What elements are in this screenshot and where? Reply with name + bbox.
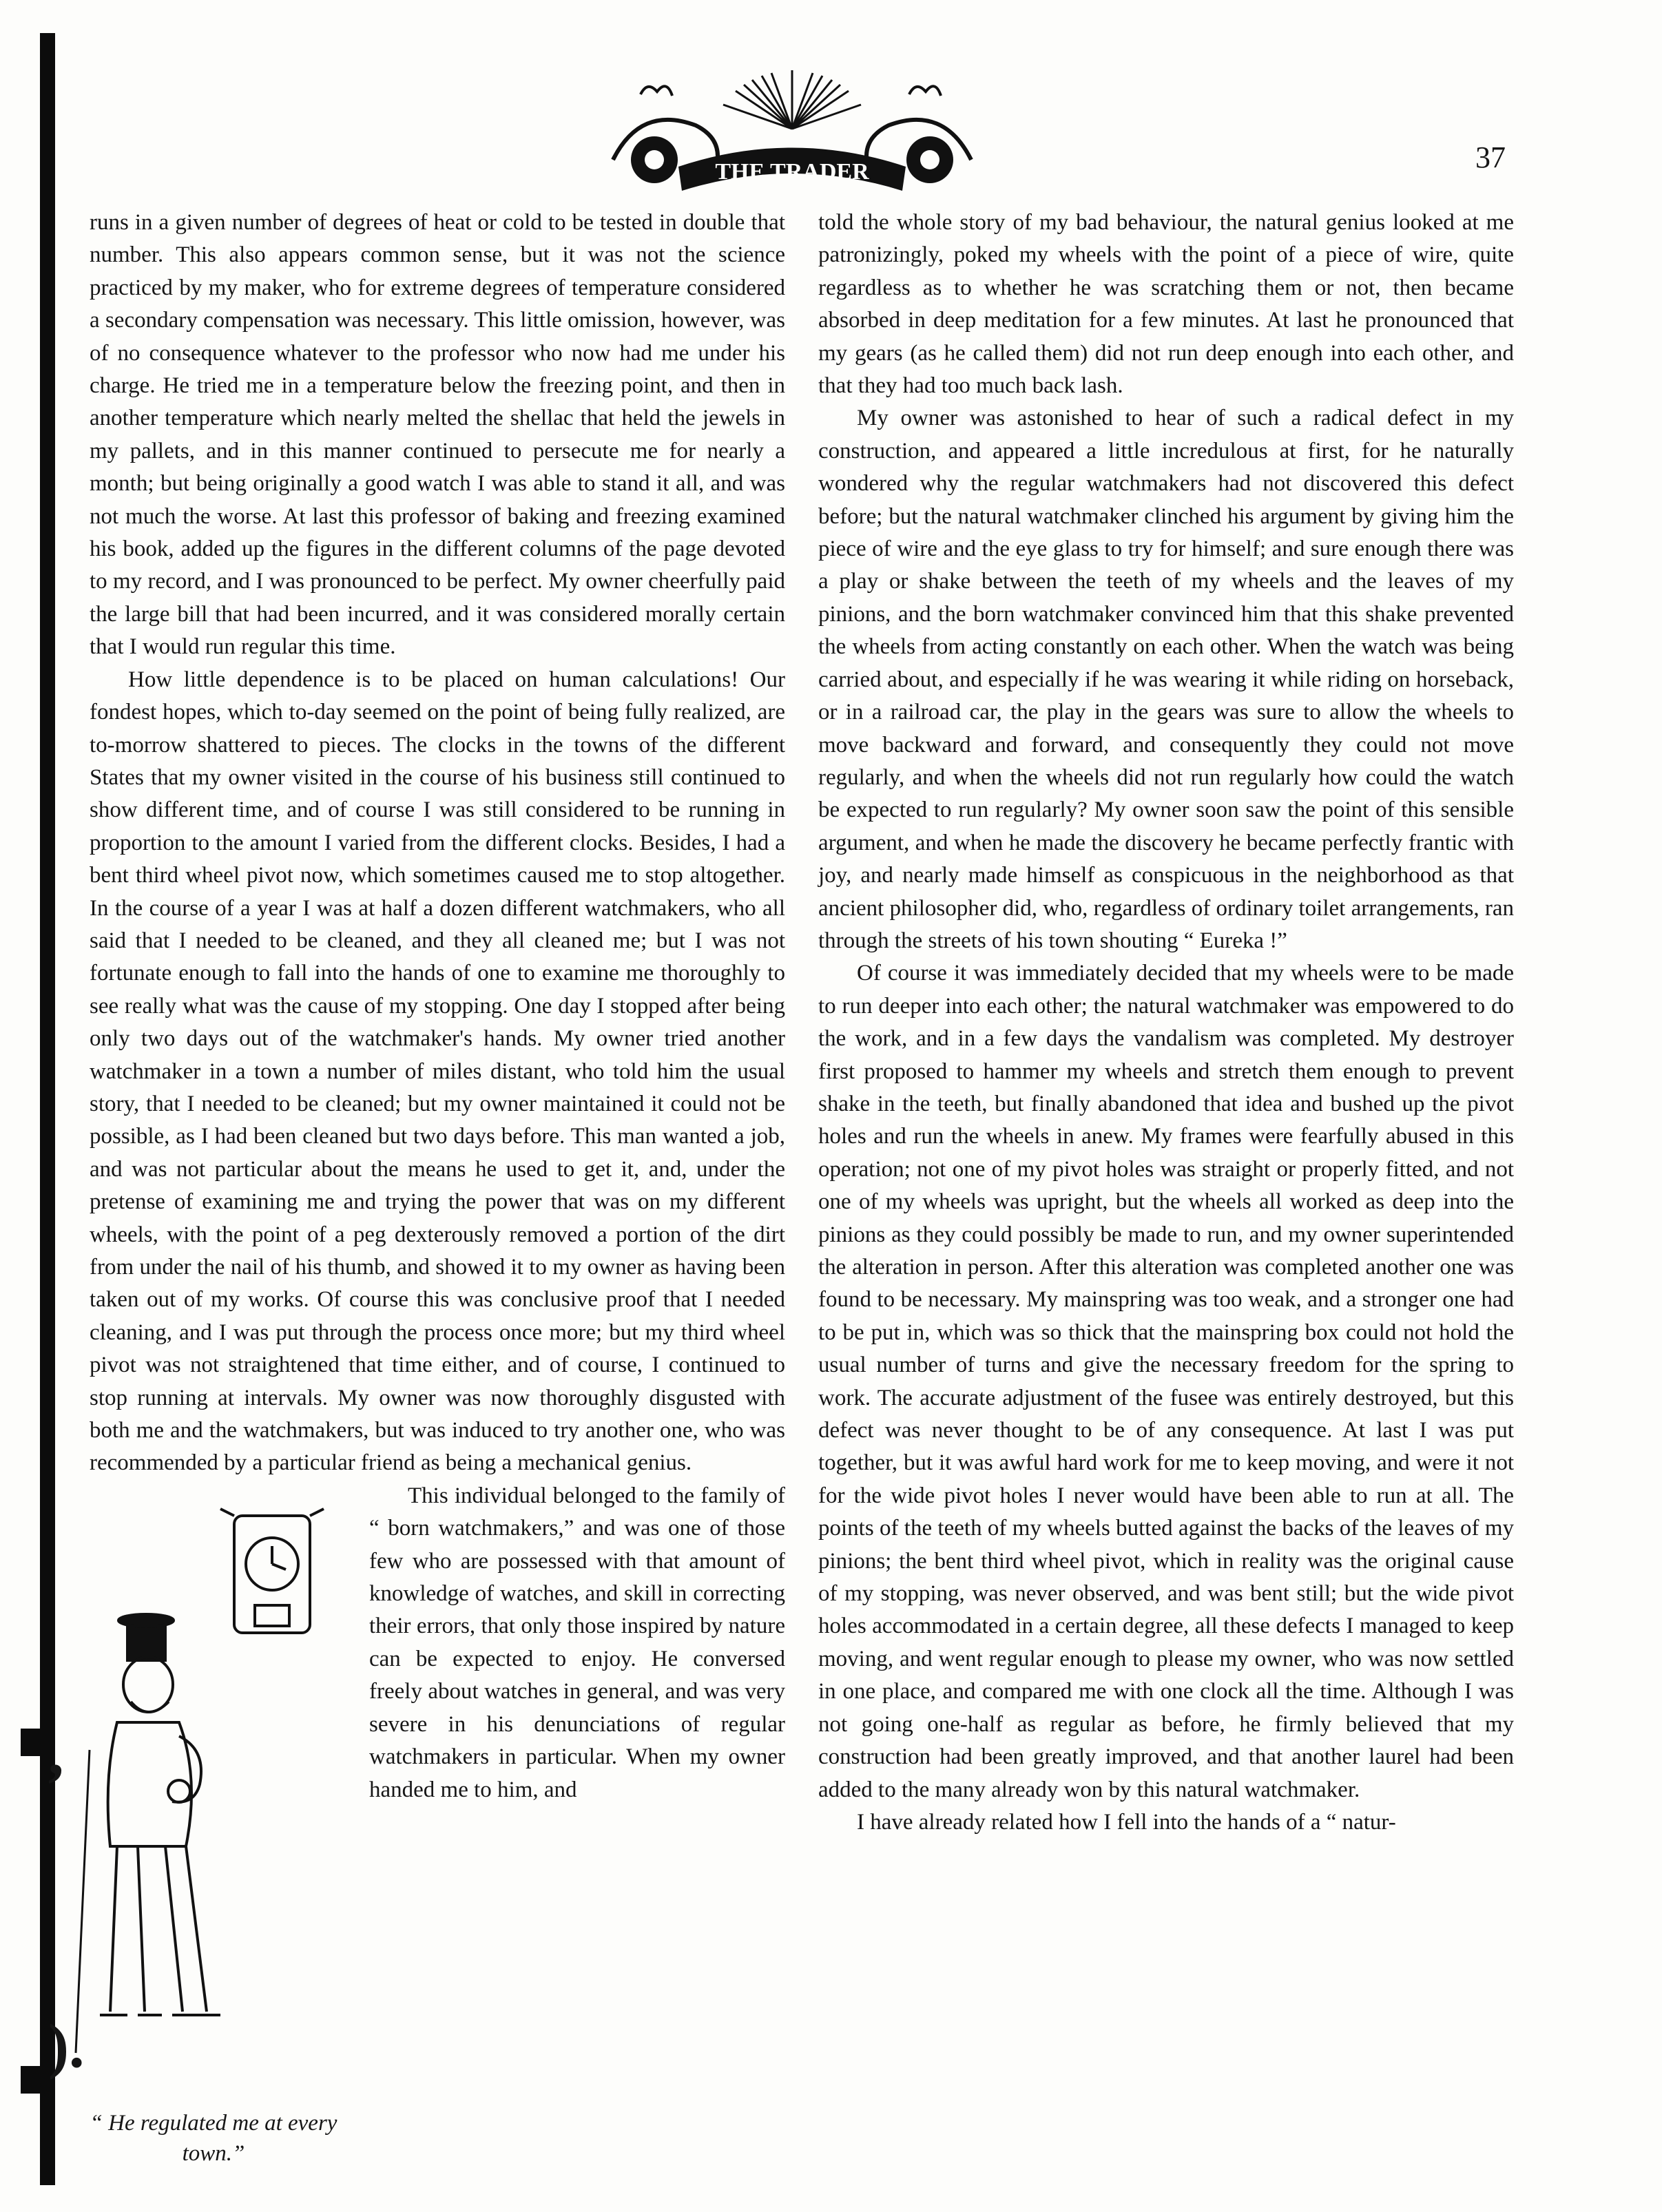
- edge-mark-paren: ).: [48, 2012, 85, 2080]
- masthead-logo: [599, 63, 985, 198]
- page-number: 37: [1475, 140, 1506, 174]
- illustration-figure: [62, 1488, 351, 2191]
- left-paragraph-3: This individual belonged to the family of “ born watchmakers,” and was one of those few who are possessed with that amount of knowledge of watches, and skill in correcting their errors, that only those inspired by nature can be expected to enjoy. He conversed freely about watches in general, and was very severe in his denunciations of regular watchmakers in particular. When my owner handed me to him, and: [369, 1483, 785, 1802]
- right-column: [818, 207, 1514, 1839]
- illustration-watchman: [62, 1488, 351, 2108]
- masthead-title: THE TRADER: [715, 159, 869, 185]
- binding-edge: [40, 33, 55, 2185]
- right-paragraph-3: Of course it was immediately decided that my wheels were to be made to run deeper into each other; the natural watchmaker was empowered to do the work, and in a few days the vandalism was completed. My destroyer first proposed to hammer my wheels and stretch them enough to prevent shake in the teeth, but finally abandoned that idea and bushed up the pivot holes and run the wheels in anew. My frames were fearfully abused in this operation; not one of my pivot holes was straight or properly fitted, and not one of my wheels was upright, but the wheels all worked as deep into the pinions as they could possibly be made to run, and my owner superintended the alteration in person. After this alteration was completed another one was found to be necessary. My mainspring was too weak, and a stronger one had to be put in, which was so thick that the mainspring box could not hold the usual number of turns and give the necessary freedom for the spring to work. The accurate adjustment of the fusee was entirely destroyed, but this defect was never thought to be of any consequence. At last I was put together, but it was awful hard work for me to keep moving, and were it not for the wide pivot holes I never would have been able to run at all. The points of the teeth of my wheels butted against the backs of the leaves of my pinions; the bent third wheel pivot, which in reality was the original cause of my stopping, was never observed, and was bent still; but the wide pivot holes accommodated in a certain degree, all these defects I managed to keep moving, and went regular enough to please my owner, who was now settled in one place, and compared me with one clock all the time. Although I was not going one-half as regular as before, he firmly believed that my construction had been greatly improved, and that another laurel had been added to the many already won by this natural watchmaker.: [818, 961, 1514, 1802]
- left-paragraph-1: runs in a given number of degrees of heat or cold to be tested in double that number. This also appears common sense, but it was not the science practiced by my maker, who for extreme degrees of temperature considered a secondary compensation was necessary. This little omission, however, was of no consequence whatever to the professor who now had me under his charge. He tried me in a temperature below the freezing point, and then in another temperature which nearly melted the shellac that held the jewels in my pallets, and in this manner continued to persecute me for nearly a month; but being originally a good watch I was able to stand it all, and was not much the worse. At last this professor of baking and freezing examined his book, added up the figures in the different columns of the page devoted to my record, and I was pronounced to be perfect. My owner cheerfully paid the large bill that had been incurred, and it was considered morally certain that I would run regular this time.: [90, 210, 785, 660]
- edge-mark-comma: ,: [48, 1720, 64, 1788]
- right-paragraph-4: I have already related how I fell into the hands of a “ natur-: [857, 1809, 1396, 1835]
- right-paragraph-1: told the whole story of my bad behaviour, the natural genius looked at me patronizingly, poked my wheels with the point of a piece of wire, quite regardless as to whether he was scratching them or not, then became absorbed in deep meditation for a few minutes. At last he pronounced that my gears (as he called them) did not run deep enough into each other, and that they had too much back lash.: [818, 210, 1514, 399]
- right-paragraph-2: My owner was astonished to hear of such a radical defect in my construction, and appeared a little incredulous at first, for he naturally wondered why the regular watchmakers had not discovered this defect before; but the natural watchmaker clinched his argument by giving him the piece of wire and the eye glass to try for himself; and sure enough there was a play or shake between the teeth of my wheels and the leaves of my pinions, and the born watchmaker convinced him that this shake prevented the wheels from acting constantly on each other. When the watch was being carried about, and especially if he was wearing it while riding on horseback, or in a railroad car, the play in the gears was sure to allow the wheels to move backward and forward, and consequently they could not move regularly, and when the wheels did not run regularly how could the watch be expected to run regularly? My owner soon saw the point of this sensible argument, and when he made the discovery he became perfectly frantic with joy, and nearly made himself as conspicuous in the neighborhood as that ancient philosopher did, who, regardless of ordinary toilet arrangements, ran through the streets of his town shouting “ Eureka !”: [818, 406, 1514, 953]
- left-paragraph-2: How little dependence is to be placed on human calculations! Our fondest hopes, which to-day seemed on the point of being fully realized, are to-morrow shattered to pieces. The clocks in the towns of the different States that my owner visited in the course of his business still continued to show different time, and of course I was still considered to be running in proportion to the amount I varied from the different clocks. Besides, I had a bent third wheel pivot now, which sometimes caused me to stop altogether. In the course of a year I was at half a dozen different watchmakers, who all said that I needed to be cleaned, and they all cleaned me; but I was not fortunate enough to fall into the hands of one to examine me thoroughly to see really what was the cause of my stopping. One day I stopped after being only two days out of the watchmaker's hands. My owner tried another watchmaker in a town a number of miles distant, who told him the usual story, that I needed to be cleaned; but my owner maintained it could not be possible, as I had been cleaned but two days before. This man wanted a job, and was not particular about the means he used to get it, and, under the pretense of examining me and trying the power that was on my different wheels, with the point of a peg dexterously removed a portion of the dirt from under the nail of his thumb, and showed it to my owner as having been taken out of my works. Of course this was conclusive proof that I needed cleaning, and I was put through the process once more; but my third wheel pivot was not straightened that time either, and of course, I continued to stop running at intervals. My owner was now thoroughly disgusted with both me and the watchmakers, but was induced to try another one, who was recommended by a particular friend as being a mechanical genius.: [90, 667, 785, 1476]
- figure-caption: “ He regulated me at every town.”: [90, 2110, 337, 2166]
- left-column: [90, 207, 785, 2191]
